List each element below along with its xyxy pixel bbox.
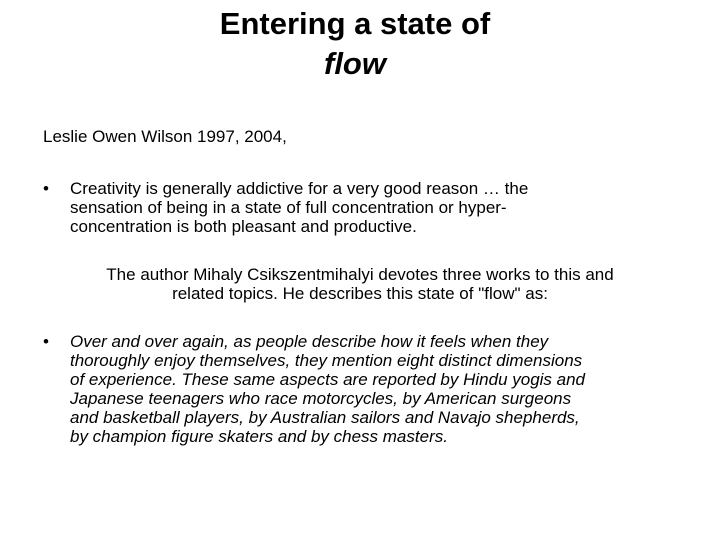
text-line: Creativity is generally addictive for a very good reason … the (70, 179, 529, 198)
quote-text (70, 332, 683, 446)
author-paragraph (40, 265, 680, 303)
title-line-2: flow (324, 46, 386, 81)
text-line: thoroughly enjoy themselves, they mention eight distinct dimensions (70, 351, 583, 370)
title-line-1: Entering a state of (219, 6, 491, 41)
bullet-marker: • (43, 179, 49, 198)
text-line: related topics. He describes this state of "flow" as: (172, 284, 548, 303)
attribution: Leslie Owen Wilson 1997, 2004, (43, 127, 287, 146)
text-line: Over and over again, as people describe how it feels when they (70, 332, 549, 351)
text-line: sensation of being in a state of full concentration or hyper- (70, 198, 507, 217)
text-line: Japanese teenagers who race motorcycles, by American surgeons (70, 389, 572, 408)
bullet-text (70, 179, 683, 236)
text-line: The author Mihaly Csikszentmihalyi devotes three works to this and (106, 265, 614, 284)
text-line: and basketball players, by Australian sailors and Navajo shepherds, (70, 408, 580, 427)
text-line: by champion figure skaters and by chess masters. (70, 427, 448, 446)
text-line: of experience. These same aspects are reported by Hindu yogis and (70, 370, 586, 389)
bullet-item-quote (43, 332, 683, 446)
bullet-item-creativity (43, 179, 683, 236)
slide-title (0, 4, 710, 84)
text-line: concentration is both pleasant and productive. (70, 217, 417, 236)
bullet-marker: • (43, 332, 49, 351)
